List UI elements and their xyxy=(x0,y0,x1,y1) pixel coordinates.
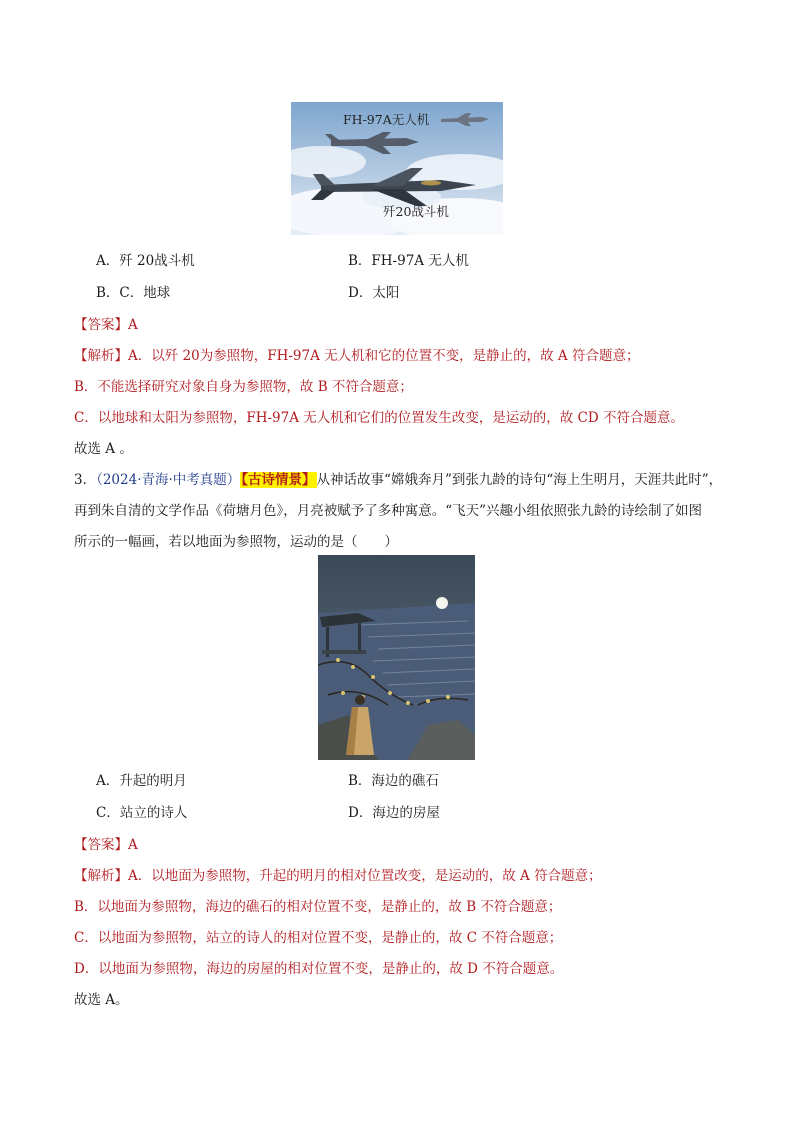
q3-conclusion: 故选 A。 xyxy=(74,992,129,1008)
analysis-tag: 【解析】 xyxy=(74,868,128,884)
moon-sea-figure xyxy=(318,555,475,760)
q2-analysis-line1 xyxy=(74,344,639,364)
q3-analysis-line4: D．以地面为参照物，海边的房屋的相对位置不变，是静止的，故 D 不符合题意。 xyxy=(74,961,564,977)
jet-figure xyxy=(291,102,503,235)
moon-sea-painting xyxy=(318,555,475,760)
q3-option-a: A．升起的明月 xyxy=(96,773,187,789)
answer-tag: 【答案】 xyxy=(74,837,128,853)
answer-tag: 【答案】 xyxy=(74,317,128,333)
answer-value: A xyxy=(128,317,138,333)
q3-stem-line1 xyxy=(74,468,722,488)
analysis-tag: 【解析】 xyxy=(74,348,128,364)
analysis-text: A．以歼 20为参照物，FH-97A 无人机和它的位置不变，是静止的，故 A 符合题意； xyxy=(128,348,640,364)
q3-analysis-line1 xyxy=(74,864,602,884)
q2-option-a: A．歼 20战斗机 xyxy=(96,253,195,269)
q3-answer xyxy=(74,833,138,853)
q2-analysis-line2: B．不能选择研究对象自身为参照物，故 B 不符合题意； xyxy=(74,379,413,395)
moon-icon xyxy=(436,597,448,609)
q2-answer xyxy=(74,313,138,333)
q3-option-c: C．站立的诗人 xyxy=(96,805,188,821)
analysis-text: A．以地面为参照物，升起的明月的相对位置改变，是运动的，故 A 符合题意； xyxy=(128,868,602,884)
q2-option-d: D．太阳 xyxy=(348,285,400,301)
q2-analysis-line3: C．以地球和太阳为参照物，FH-97A 无人机和它们的位置发生改变，是运动的，故 CD 不符合题意。 xyxy=(74,410,684,426)
answer-value: A xyxy=(128,837,138,853)
q3-stem-line2: 再到朱自清的文学作品《荷塘月色》，月亮被赋予了多种寓意。“飞天”兴趣小组依照张九龄的诗绘制了如图 xyxy=(74,503,703,519)
q2-option-b: B．FH-97A 无人机 xyxy=(348,253,469,269)
q3-stem-text1: 从神话故事“嫦娥奔月”到张九龄的诗句“海上生明月，天涯共此时”， xyxy=(316,472,723,488)
fighter-label: 歼20战斗机 xyxy=(383,204,449,219)
q3-stem-line3: 所示的一幅画，若以地面为参照物，运动的是（ ） xyxy=(74,534,398,550)
drone-label: FH-97A无人机 xyxy=(343,112,430,127)
q3-option-b: B．海边的礁石 xyxy=(348,773,439,789)
q2-option-c: B．C．地球 xyxy=(96,285,171,301)
q3-source: （2024·青海·中考真题） xyxy=(96,472,241,488)
q3-analysis-line3: C．以地面为参照物，站立的诗人的相对位置不变，是静止的，故 C 不符合题意； xyxy=(74,930,563,946)
q3-number: 3． xyxy=(74,472,97,488)
q3-analysis-line2: B．以地面为参照物，海边的礁石的相对位置不变，是静止的，故 B 不符合题意； xyxy=(74,899,562,915)
q3-tag: 【古诗情景】 xyxy=(241,472,316,488)
q3-option-d: D．海边的房屋 xyxy=(348,805,440,821)
q2-conclusion: 故选 A 。 xyxy=(74,441,133,457)
